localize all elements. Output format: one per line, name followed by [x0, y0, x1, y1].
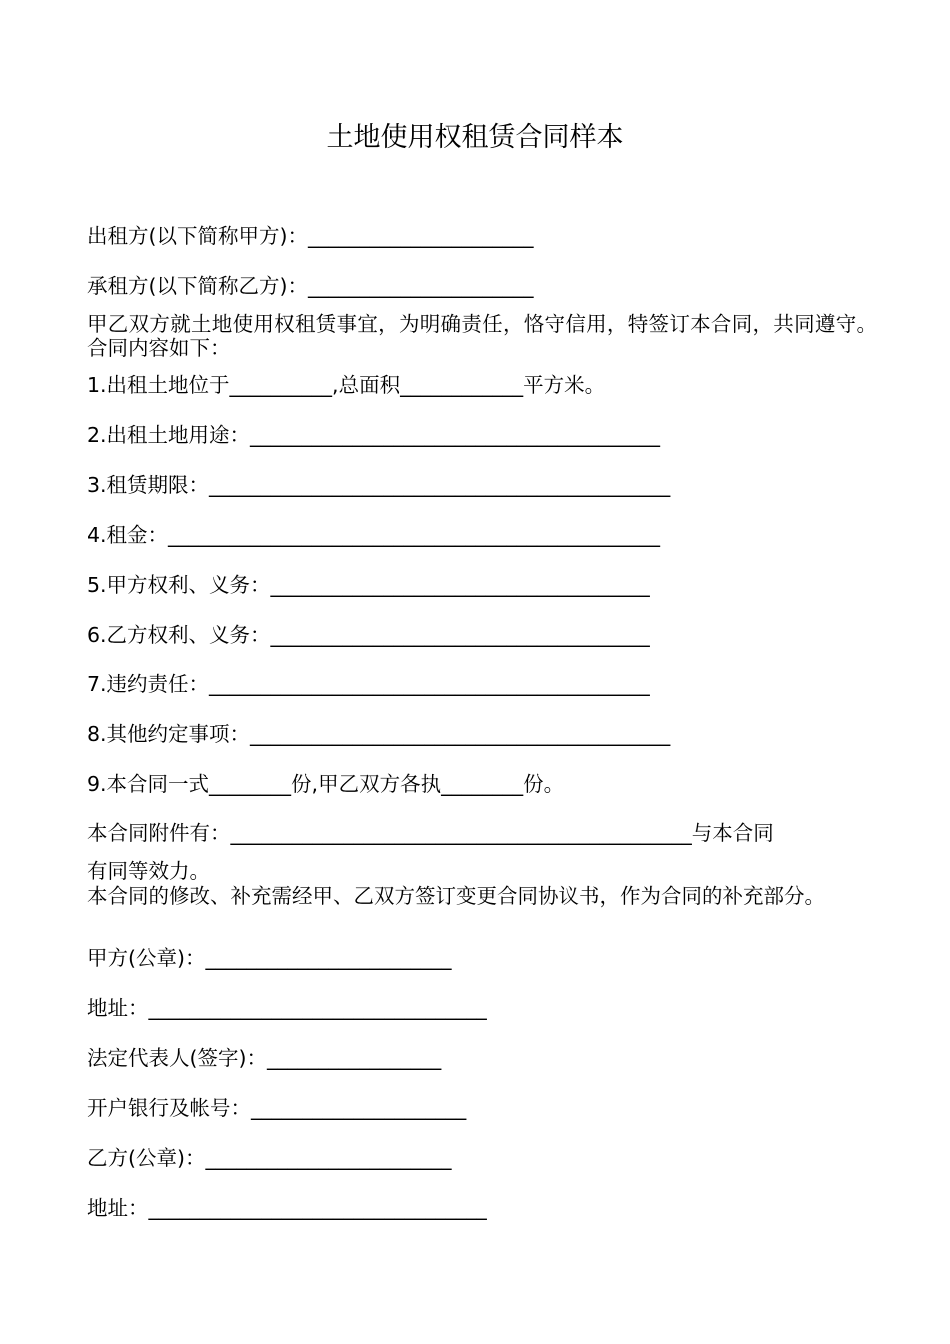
- clause-9-copies: 9.本合同一式________份,甲乙双方各执________份。: [87, 772, 565, 796]
- legal-representative-line: 法定代表人(签字)：_________________: [87, 1046, 442, 1070]
- clause-7-liability: 7.违约责任：___________________________________________: [87, 672, 650, 696]
- party-b-address-line: 地址：_________________________________: [87, 1196, 487, 1220]
- clause-3-term: 3.租赁期限：_____________________________________________: [87, 473, 671, 497]
- document-title: 土地使用权租赁合同样本: [326, 122, 624, 153]
- amendment-paragraph: 本合同的修改、补充需经甲、乙双方签订变更合同协议书，作为合同的补充部分。: [87, 884, 825, 908]
- party-a-address-line: 地址：_________________________________: [87, 996, 487, 1020]
- clause-2-usage: 2.出租土地用途：________________________________________: [87, 423, 661, 447]
- party-a-seal-line: 甲方(公章)：________________________: [87, 946, 452, 970]
- clause-6-party-b-rights: 6.乙方权利、义务：_____________________________________: [87, 623, 650, 647]
- attachments-line-cont: 有同等效力。: [87, 859, 210, 883]
- clause-4-rent: 4.租金：________________________________________________: [87, 523, 661, 547]
- attachments-line: 本合同附件有：_____________________________________________与本合同: [87, 821, 774, 845]
- clause-1-location: 1.出租土地位于__________,总面积____________平方米。: [87, 373, 606, 397]
- party-b-seal-line: 乙方(公章)：________________________: [87, 1146, 452, 1170]
- lessee-line: 承租方(以下简称乙方)：______________________: [87, 274, 534, 298]
- bank-account-line: 开户银行及帐号：_____________________: [87, 1096, 467, 1120]
- lessor-line: 出租方(以下简称甲方)：______________________: [87, 224, 534, 248]
- clause-8-other: 8.其他约定事项：_________________________________________: [87, 722, 671, 746]
- clause-5-party-a-rights: 5.甲方权利、义务：_____________________________________: [87, 573, 650, 597]
- intro-paragraph: 甲乙双方就土地使用权租赁事宜，为明确责任，恪守信用，特签订本合同，共同遵守。合同内容如下：: [87, 312, 877, 360]
